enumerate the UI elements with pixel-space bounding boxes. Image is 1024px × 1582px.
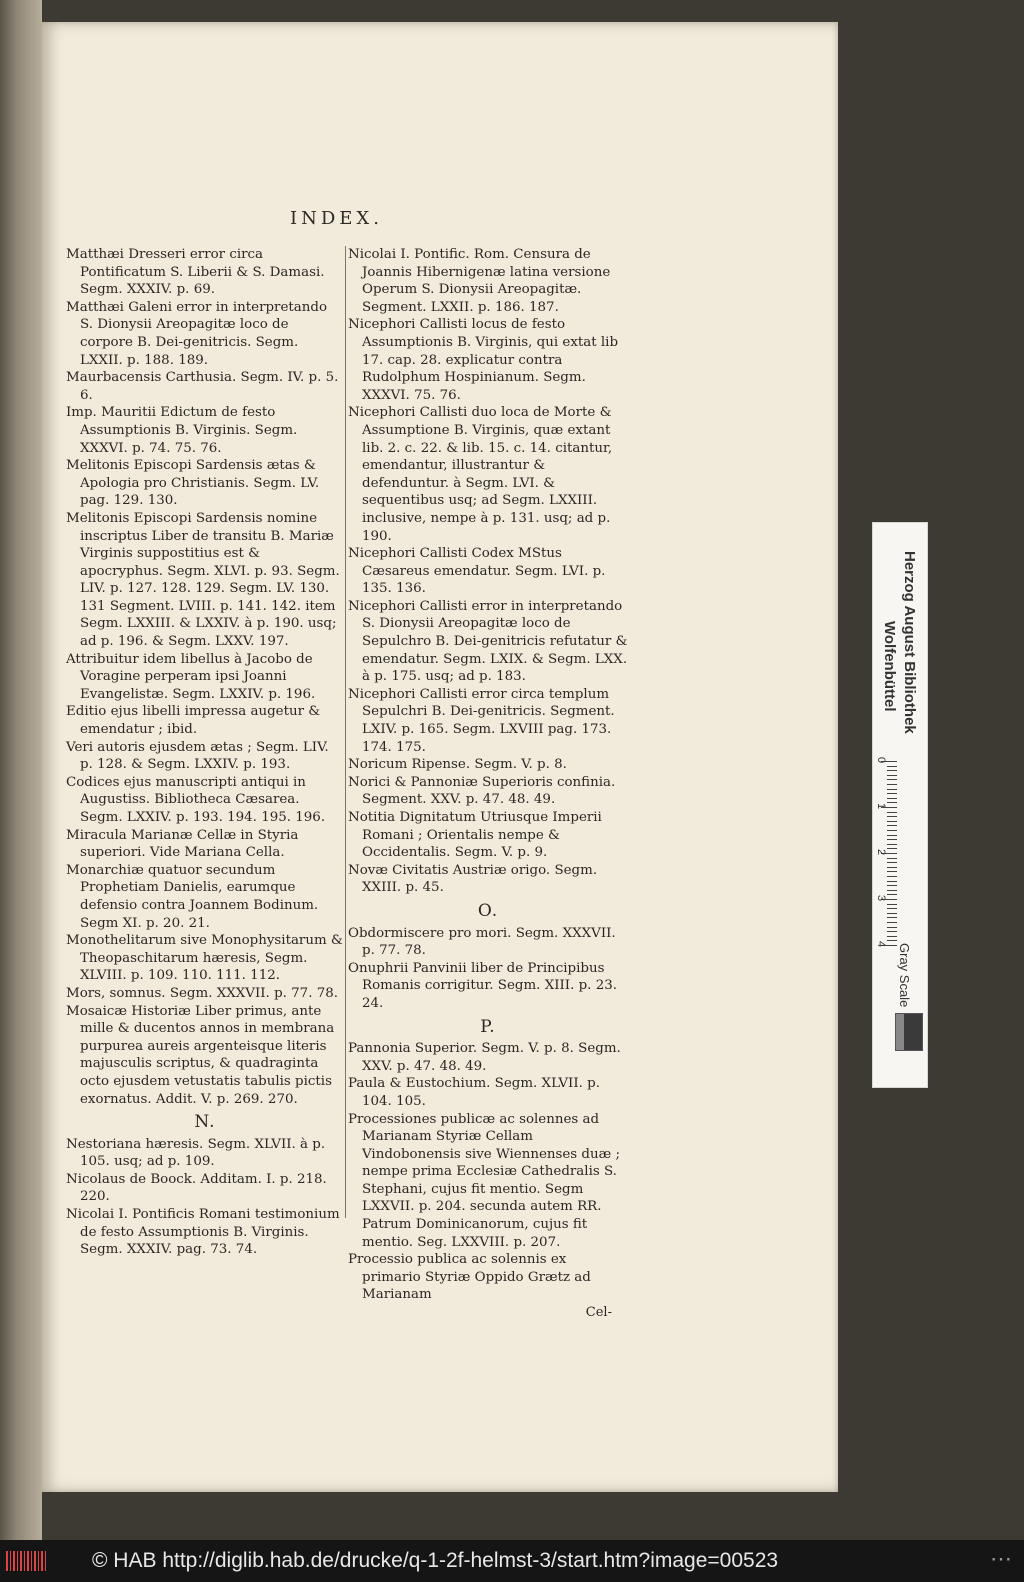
ruler-tick [887,931,897,932]
ruler-tick [887,917,897,918]
index-entry: Paula & Eustochium. Segm. XLVII. p. 104. 105. [348,1076,600,1109]
ruler-tick [887,881,897,882]
ruler-tick [887,821,897,822]
index-entry: Nicephori Callisti Codex MStus Cæsareus emendatur. Segm. LVI. p. 135. 136. [348,546,606,597]
viewer-footer-bar [0,1540,1024,1582]
ruler-number: 2 [875,849,887,856]
ruler-tick [887,775,897,776]
ruler-tick [887,867,897,868]
ruler-number: 4 [875,941,887,948]
index-entry: Maurbacensis Carthusia. Segm. IV. p. 5. 6. [66,370,339,403]
ruler-tick [887,885,897,886]
index-entry: Onuphrii Panvinii liber de Principibus Romanis corrigitur. Segm. XIII. p. 23. 24. [348,960,617,1011]
ruler-tick [887,779,897,780]
more-menu-icon[interactable]: ⋯ [990,1546,1013,1571]
section-letter: N. [194,1112,216,1133]
ruler-tick [887,904,897,905]
source-url[interactable]: © HAB http://diglib.hab.de/drucke/q-1-2f-helmst-3/start.htm?image=00523 [92,1549,779,1572]
ruler-tick [887,835,897,836]
index-entry: Matthæi Dresseri error circa Pontificatum S. Liberii & S. Damasi. Segm. XXXIV. p. 69. [66,247,325,298]
ruler-tick [887,784,897,785]
index-entry: Imp. Mauritii Edictum de festo Assumptionis B. Virginis. Segm. XXXVI. p. 74. 75. 76. [66,405,298,456]
ruler-tick [887,770,897,771]
index-entry: Mosaicæ Historiæ Liber primus, ante mille & ducentos annos in membrana purpurea aureis argenteisque literis majusculis scriptus, & quadraginta octo ejusdem vetustatis tabulis pictis exornatus. Addit. V. p. 269. 270. [66,1003,335,1107]
ruler-number: 3 [875,895,887,902]
barcode-icon [6,1551,46,1571]
section-letter: P. [480,1016,496,1037]
cm-ruler [875,757,903,961]
index-entry: Nestoriana hæresis. Segm. XLVII. à p. 105. usq; ad p. 109. [66,1136,326,1170]
index-entry: Processiones publicæ ac solennes ad Marianam Styriæ Cellam Vindobonensis sive Wiennenses duæ ; nempe prima Ecclesiæ Cathedralis S. Stephani, cujus fit mentio. Segm LXXVII. p. 204. secunda autem RR. Patrum Dominicanorum, cujus fit mentio. Seg. LXXVIII. p. 207. [348,1111,620,1250]
ruler-number: 0 [875,757,887,764]
ruler-tick [887,908,897,909]
ruler-tick [887,830,897,831]
ruler-tick [887,816,897,817]
index-entry: Editio ejus libelli impressa augetur & emendatur ; ibid. [66,704,321,738]
ruler-tick [887,858,897,859]
index-entry: Nicephori Callisti error in interpretando S. Dionysii Areopagitæ loco de Sepulchro B. Dei-genitricis refutatur & emendatur. Segm. LXIX. & Segm. LXX. à p. 175. usq; ad p. 183. [348,598,628,685]
ruler-tick [887,839,897,840]
index-entry: Monothelitarum sive Monophysitarum & Theopaschitarum hæresis, Segm. XLVIII. p. 109. 110. 111. 112. [66,933,343,984]
index-entry: Novæ Civitatis Austriæ origo. Segm. XXIII. p. 45. [348,862,598,896]
index-entry: Nicephori Callisti error circa templum Sepulchri B. Dei-genitricis. Segment. LXIV. p. 165. Segm. LXVIII pag. 173. 174. 175. [348,686,615,755]
gray-scale-label: Gray Scale [897,943,912,1008]
library-city: Wolfenbüttel [881,621,898,712]
catchword: Cel- [585,1305,612,1321]
ruler-tick [887,940,897,941]
gray-scale-swatch [895,1013,923,1051]
ruler-tick [887,825,897,826]
index-entry: Notitia Dignitatum Utriusque Imperii Romani ; Orientalis nempe & Occidentalis. Segm. V. p. 9. [348,810,602,861]
running-head: INDEX. [290,208,383,229]
library-scale-strip [872,522,928,1088]
ruler-tick [887,848,897,849]
index-entry: Codices ejus manuscripti antiqui in Augustiss. Bibliotheca Cæsarea. Segm. LXXIV. p. 193. 194. 195. 196. [66,774,326,825]
index-entry: Melitonis Episcopi Sardensis nomine inscriptus Liber de transitu B. Mariæ Virginis suppostitius est & apocryphus. Segm. XLVI. p. 93. Segm. LIV. p. 127. 128. 129. Segm. LV. 130. 131 Segment. LVIII. p. 141. 142. item Segm. LXXIII. & LXXIV. à p. 190. usq; ad p. 196. & Segm. LXXV. 197. [66,510,340,650]
index-entry: Norici & Pannoniæ Superioris confinia. Segment. XXV. p. 47. 48. 49. [348,774,616,808]
ruler-tick [887,862,897,863]
ruler-tick [887,871,897,872]
index-entry: Nicephori Callisti locus de festo Assumptionis B. Virginis, qui extat lib 17. cap. 28. explicatur contra Rudolphum Hospinianum. Segm. XXXVI. 75. 76. [348,317,619,403]
index-entry: Noricum Ripense. Segm. V. p. 8. [348,757,567,773]
index-entry: Nicolai I. Pontificis Romani testimonium de festo Assumptionis B. Virginis. Segm. XXXIV. pag. 73. 74. [66,1207,340,1258]
ruler-tick [887,927,897,928]
ruler-tick [887,798,897,799]
ruler-tick [887,766,897,767]
index-entry: Mors, somnus. Segm. XXXVII. p. 77. 78. [66,985,338,1001]
index-entry: Matthæi Galeni error in interpretando S. Dionysii Areopagitæ loco de corpore B. Dei-genitricis. Segm. LXXII. p. 188. 189. [66,299,327,368]
index-entry: Nicolaus de Boock. Additam. I. p. 218. 220. [66,1171,327,1205]
library-name: Herzog August Bibliothek [901,551,918,734]
index-entry: Nicolai I. Pontific. Rom. Censura de Joannis Hibernigenæ latina versione Operum S. Dionysii Areopagitæ. Segment. LXXII. p. 186. 187. [348,247,611,315]
ruler-tick [887,890,897,891]
right-column [348,246,628,1322]
ruler-tick [887,876,897,877]
index-entry: Attribuitur idem libellus à Jacobo de Voragine perperam ipsi Joanni Evangelistæ. Segm. LXXIV. p. 196. [66,651,316,702]
index-entry: Melitonis Episcopi Sardensis ætas & Apologia pro Christianis. Segm. LV. pag. 129. 130. [66,458,320,509]
ruler-tick [887,922,897,923]
section-letter: O. [477,900,499,921]
column-rule [345,246,346,1218]
index-entry: Nicephori Callisti duo loca de Morte & Assumptione B. Virginis, quæ extant lib. 2. c. 22. & lib. 15. c. 14. citantur, emendantur, illustrantur & defenduntur. à Segm. LVI. & sequentibus usq; ad Segm. LXXIII. inclusive, nempe à p. 131. usq; ad p. 190. [348,405,613,544]
index-entry: Miracula Marianæ Cellæ in Styria superiori. Vide Mariana Cella. [66,827,299,861]
index-entry: Obdormiscere pro mori. Segm. XXXVII. p. 77. 78. [348,925,616,959]
ruler-tick [887,812,897,813]
ruler-tick [887,844,897,845]
ruler-tick [887,894,897,895]
left-column [66,246,344,1259]
index-entry: Monarchiæ quatuor secundum Prophetiam Danielis, earumque defensio contra Joannem Bodinum. Segm XI. p. 20. 21. [66,862,319,931]
index-entry: Processio publica ac solennis ex primario Styriæ Oppido Grætz ad Marianam [348,1252,591,1303]
ruler-tick [887,936,897,937]
ruler-tick [887,802,897,803]
ruler-tick [887,789,897,790]
ruler-tick [887,793,897,794]
index-entry: Pannonia Superior. Segm. V. p. 8. Segm. XXV. p. 47. 48. 49. [348,1041,621,1074]
index-entry: Veri autoris ejusdem ætas ; Segm. LIV. p. 128. & Segm. LXXIV. p. 193. [66,739,329,773]
ruler-number: 1 [875,803,887,810]
ruler-tick [887,913,897,914]
previous-page-edge [0,0,42,1540]
